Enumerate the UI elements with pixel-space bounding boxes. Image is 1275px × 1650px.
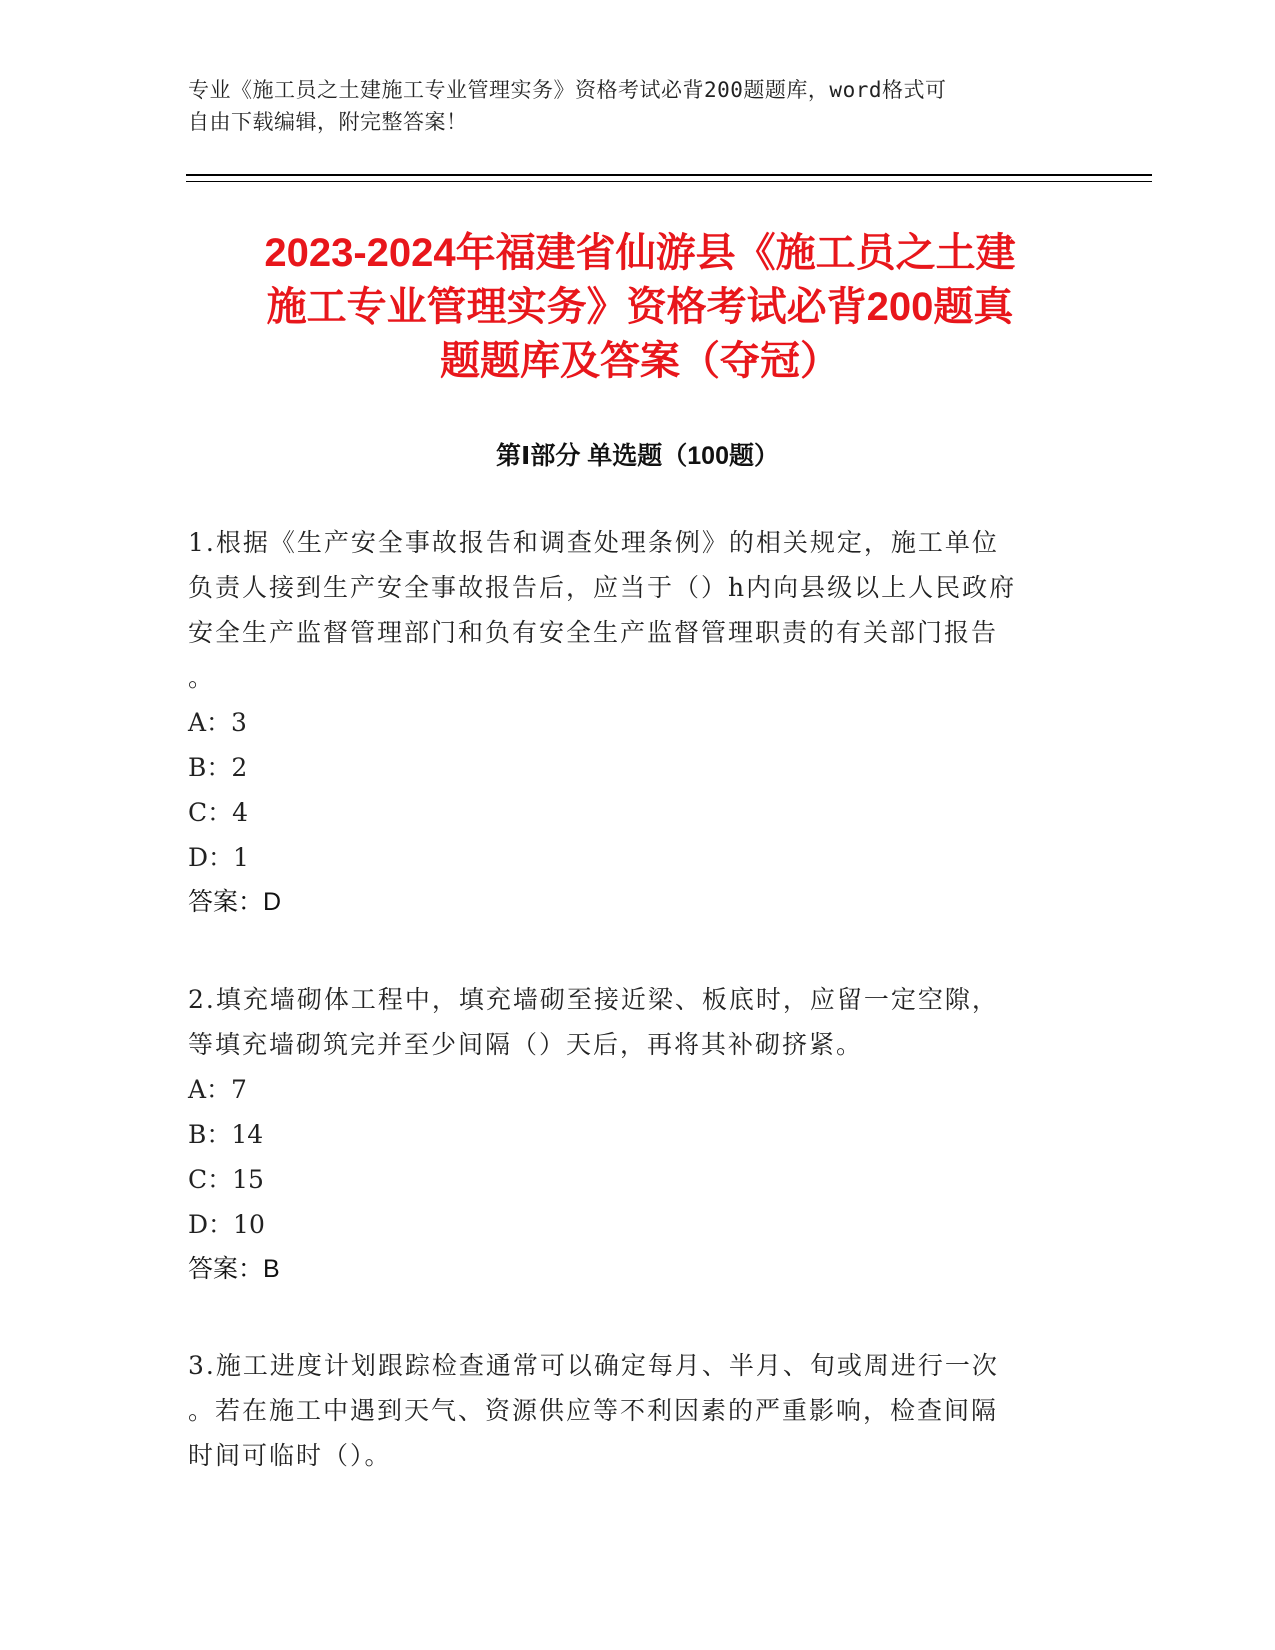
header-divider [186,181,1152,182]
question-text: 1.根据《生产安全事故报告和调查处理条例》的相关规定，施工单位 [188,528,999,557]
title-line: 施工专业管理实务》资格考试必背200题真 [266,285,1014,329]
question-text: 。若在施工中遇到天气、资源供应等不利因素的严重影响，检查间隔 [188,1396,999,1425]
question-1 [188,520,1088,925]
question-text: 3.施工进度计划跟踪检查通常可以确定每月、半月、旬或周进行一次 [188,1351,999,1380]
option-d: D：10 [188,1210,265,1239]
option-a: A：7 [188,1075,247,1104]
option-c: C：4 [188,798,249,827]
option-d: D：1 [188,843,249,872]
section-heading: 第Ⅰ部分 单选题（100题） [496,442,779,470]
question-text: 安全生产监督管理部门和负有安全生产监督管理职责的有关部门报告 [188,618,999,647]
question-text: 负责人接到生产安全事故报告后，应当于（）h内向县级以上人民政府 [188,573,1017,602]
option-c: C：15 [188,1165,264,1194]
question-2 [188,977,1088,1292]
header-divider [186,174,1152,176]
question-text: 等填充墙砌筑完并至少间隔（）天后，再将其补砌挤紧。 [188,1030,864,1059]
header-note-line: 专业《施工员之土建施工专业管理实务》资格考试必背200题题库，word格式可 [188,78,947,102]
document-title [180,226,1100,388]
answer-label: 答案：D [188,888,282,916]
option-a: A：3 [188,708,247,737]
title-line: 2023-2024年福建省仙游县《施工员之土建 [264,231,1016,275]
question-text: 2.填充墙砌体工程中，填充墙砌至接近梁、板底时，应留一定空隙， [188,985,999,1014]
question-text: 时间可临时（）。 [188,1441,392,1470]
answer-label: 答案：B [188,1255,280,1283]
question-text: 。 [188,663,216,692]
option-b: B：14 [188,1120,264,1149]
header-note-line: 自由下载编辑，附完整答案！ [188,110,468,134]
question-3 [188,1343,1088,1478]
header-note [188,74,1068,138]
title-line: 题题库及答案（夺冠） [440,339,840,383]
option-b: B：2 [188,753,248,782]
